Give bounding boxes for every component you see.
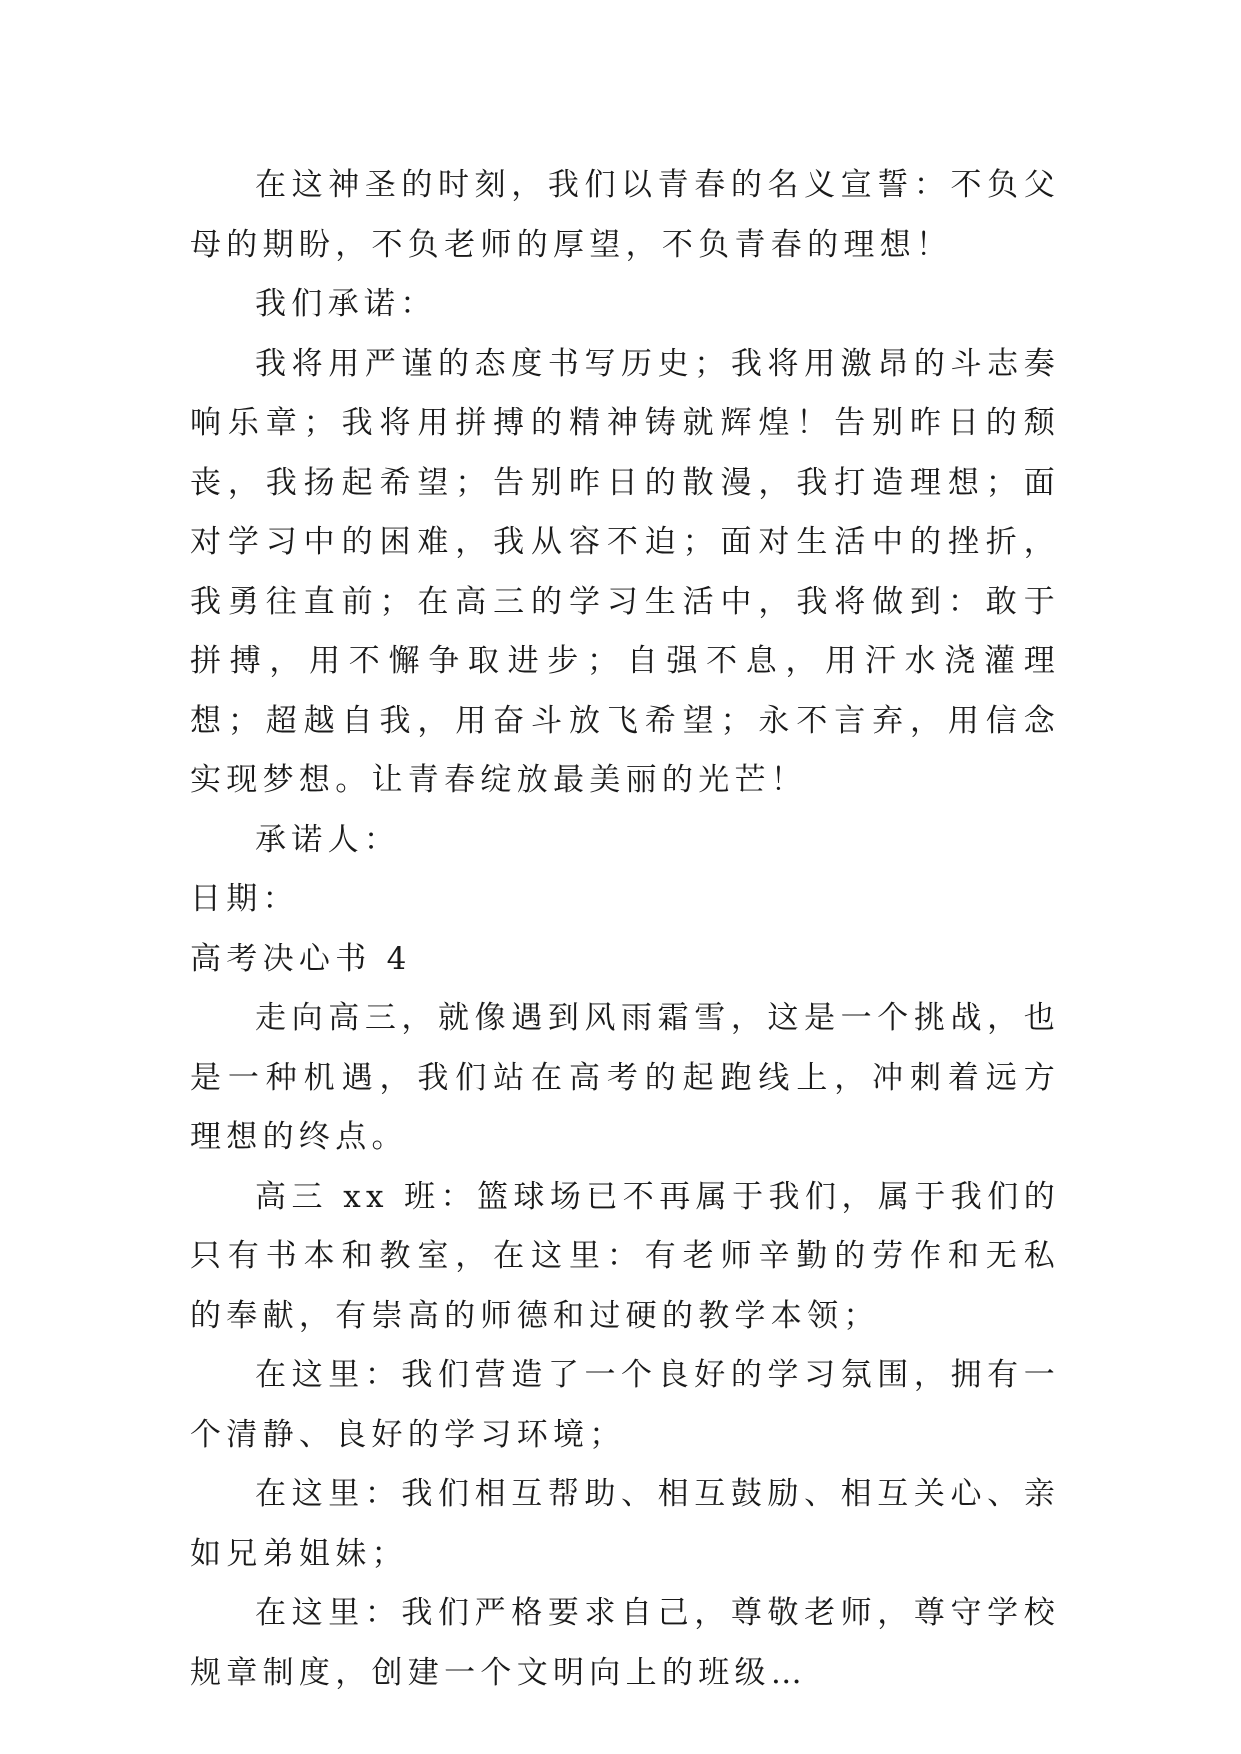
document-body bbox=[190, 156, 1060, 1703]
promise-paragraph: 我将用严谨的态度书写历史；我将用激昂的斗志奏响乐章；我将用拼搏的精神铸就辉煌！告别昨日的颓丧，我扬起希望；告别昨日的散漫，我打造理想；面对学习中的困难，我从容不迫；面对生活中的挫折，我勇往直前；在高三的学习生活中，我将做到：敢于拼搏，用不懈争取进步；自强不息，用汗水浇灌理想；超越自我，用奋斗放飞希望；永不言弃，用信念实现梦想。让青春绽放最美丽的光芒！ bbox=[190, 345, 1060, 798]
promise-heading: 我们承诺： bbox=[255, 286, 437, 322]
mutual-help-paragraph: 在这里：我们相互帮助、相互鼓励、相互关心、亲如兄弟姐妹； bbox=[190, 1476, 1060, 1572]
intro-paragraph: 走向高三，就像遇到风雨霜雪，这是一个挑战，也是一种机遇，我们站在高考的起跑线上，冲刺着远方理想的终点。 bbox=[190, 1000, 1060, 1155]
section-title: 高考决心书 4 bbox=[190, 940, 412, 977]
promisor-line: 承诺人： bbox=[255, 821, 401, 858]
date-line: 日期： bbox=[190, 881, 299, 917]
oath-paragraph: 在这神圣的时刻，我们以青春的名义宣誓：不负父母的期盼，不负老师的厚望，不负青春的理想！ bbox=[190, 167, 1060, 263]
class-paragraph: 高三 xx 班：篮球场已不再属于我们，属于我们的只有书本和教室，在这里：有老师辛勤的劳作和无私的奉献，有崇高的师德和过硬的教学本领； bbox=[190, 1178, 1060, 1334]
atmosphere-paragraph: 在这里：我们营造了一个良好的学习氛围，拥有一个清静、良好的学习环境； bbox=[190, 1357, 1060, 1453]
discipline-paragraph: 在这里：我们严格要求自己，尊敬老师，尊守学校规章制度，创建一个文明向上的班级… bbox=[190, 1595, 1060, 1691]
